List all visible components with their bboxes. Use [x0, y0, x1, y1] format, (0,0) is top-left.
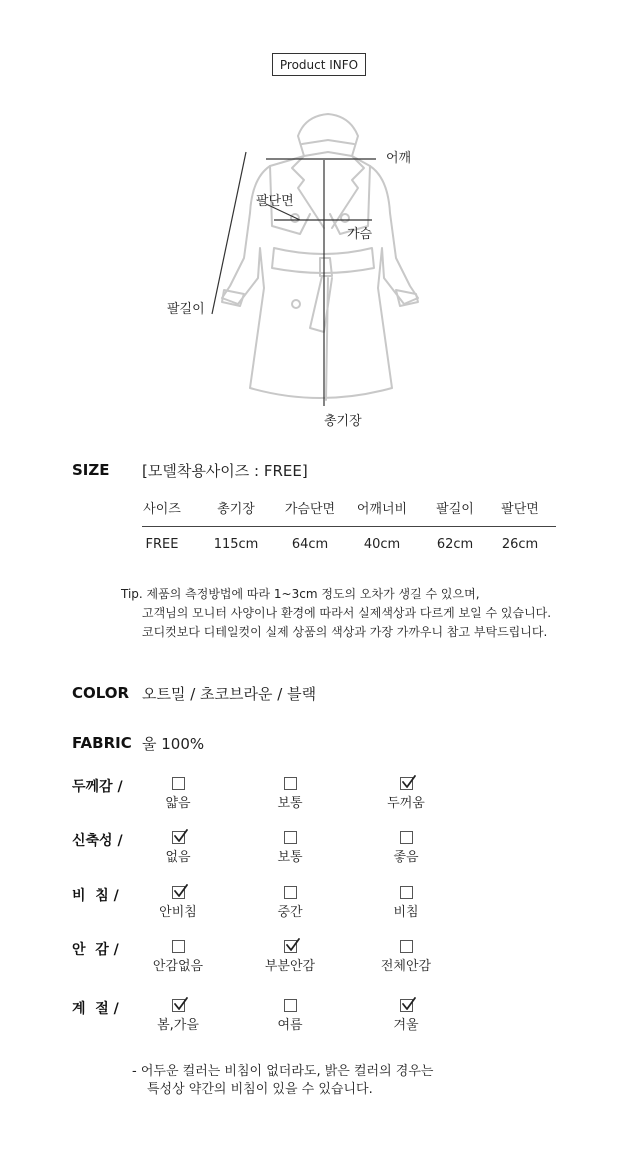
total-length-label: 총기장: [324, 414, 362, 429]
attribute-option[interactable]: [250, 940, 330, 974]
tip-line-1: Tip. 제품의 측정방법에 따라 1~3cm 정도의 오차가 생길 수 있으며,: [121, 587, 480, 601]
fabric-value: 울 100%: [142, 735, 205, 753]
tip-line-3: 코디컷보다 디테일컷이 실제 상품의 색상과 가장 가까우니 참고 부탁드립니다.: [142, 625, 548, 639]
chest-label: 가슴: [347, 227, 373, 242]
size-header-cell: 팔길이: [436, 502, 474, 517]
attribute-option[interactable]: [138, 777, 218, 811]
checkmark-icon: [172, 995, 190, 1013]
size-table-header: [0, 498, 640, 518]
attribute-label: 비 침 /: [72, 888, 119, 904]
size-value-cell: 115cm: [213, 537, 259, 552]
attribute-option[interactable]: [250, 831, 330, 865]
attribute-option-label: 비침: [393, 905, 419, 920]
size-table-values: [0, 537, 640, 557]
attribute-option-label: 좋음: [393, 850, 419, 865]
checkbox-empty[interactable]: [400, 886, 413, 899]
attribute-option[interactable]: [366, 886, 446, 920]
attribute-option[interactable]: [366, 940, 446, 974]
attribute-option-label: 전체안감: [380, 959, 432, 974]
size-label: SIZE: [72, 461, 110, 479]
sleeve-length-label: 팔길이: [167, 302, 205, 317]
attribute-option-label: 봄,가을: [157, 1018, 199, 1033]
attribute-label: 두께감 /: [72, 779, 123, 795]
attribute-option-label: 여름: [277, 1018, 303, 1033]
checkmark-icon: [400, 773, 418, 791]
checkmark-icon: [284, 936, 302, 954]
checkbox-checked[interactable]: [400, 999, 413, 1012]
attribute-option-label: 두꺼움: [387, 796, 425, 811]
attribute-option-label: 겨울: [393, 1018, 419, 1033]
attribute-option[interactable]: [138, 886, 218, 920]
checkbox-empty[interactable]: [284, 999, 297, 1012]
checkbox-empty[interactable]: [400, 940, 413, 953]
checkbox-empty[interactable]: [284, 777, 297, 790]
note-line-2: 특성상 약간의 비침이 있을 수 있습니다.: [147, 1082, 373, 1097]
size-value-cell: 40cm: [363, 537, 401, 552]
checkmark-icon: [400, 995, 418, 1013]
checkbox-empty[interactable]: [400, 831, 413, 844]
attribute-option-label: 보통: [277, 796, 303, 811]
attribute-option[interactable]: [138, 940, 218, 974]
checkbox-checked[interactable]: [172, 886, 185, 899]
sleeve-hem-label: 팔단면: [256, 194, 294, 209]
attribute-option-label: 안감없음: [152, 959, 204, 974]
attribute-option[interactable]: [366, 999, 446, 1033]
checkbox-empty[interactable]: [284, 831, 297, 844]
size-header-cell: 어깨너비: [356, 502, 408, 517]
attribute-option[interactable]: [138, 999, 218, 1033]
size-header-cell: 팔단면: [501, 502, 539, 517]
attribute-option[interactable]: [250, 777, 330, 811]
attribute-option[interactable]: [138, 831, 218, 865]
attribute-option-label: 안비침: [159, 905, 197, 920]
attribute-option-label: 부분안감: [264, 959, 316, 974]
checkbox-checked[interactable]: [284, 940, 297, 953]
attribute-option-label: 보통: [277, 850, 303, 865]
attribute-label: 안 감 /: [72, 942, 119, 958]
size-value-cell: 62cm: [436, 537, 474, 552]
size-table-divider: [142, 526, 556, 527]
size-value-cell: 64cm: [291, 537, 329, 552]
shoulder-label: 어깨: [386, 151, 412, 166]
checkbox-checked[interactable]: [172, 999, 185, 1012]
attribute-option[interactable]: [250, 886, 330, 920]
checkbox-empty[interactable]: [172, 940, 185, 953]
color-value: 오트밀 / 초코브라운 / 블랙: [142, 685, 317, 703]
size-header-cell: 사이즈: [143, 502, 181, 517]
attribute-option-label: 없음: [165, 850, 191, 865]
product-info-title: Product INFO: [272, 53, 366, 76]
checkmark-icon: [172, 827, 190, 845]
size-value-cell: 26cm: [501, 537, 539, 552]
size-header-cell: 가슴단면: [284, 502, 336, 517]
attribute-option-label: 중간: [277, 905, 303, 920]
checkbox-empty[interactable]: [172, 777, 185, 790]
size-value-cell: FREE: [145, 537, 179, 552]
size-header-cell: 총기장: [217, 502, 255, 517]
attribute-option[interactable]: [366, 777, 446, 811]
attribute-option-label: 얇음: [165, 796, 191, 811]
color-label: COLOR: [72, 684, 130, 702]
checkbox-checked[interactable]: [172, 831, 185, 844]
model-size-note: [모델착용사이즈 : FREE]: [142, 462, 308, 480]
note-line-1: - 어두운 컬러는 비침이 없더라도, 밝은 컬러의 경우는: [132, 1064, 434, 1079]
attribute-label: 신축성 /: [72, 833, 123, 849]
checkbox-checked[interactable]: [400, 777, 413, 790]
attribute-option[interactable]: [366, 831, 446, 865]
tip-line-2: 고객님의 모니터 사양이나 환경에 따라서 실제색상과 다르게 보일 수 있습니다.: [142, 606, 552, 620]
fabric-label: FABRIC: [72, 734, 132, 752]
checkmark-icon: [172, 882, 190, 900]
attribute-label: 계 절 /: [72, 1001, 119, 1017]
attribute-option[interactable]: [250, 999, 330, 1033]
checkbox-empty[interactable]: [284, 886, 297, 899]
